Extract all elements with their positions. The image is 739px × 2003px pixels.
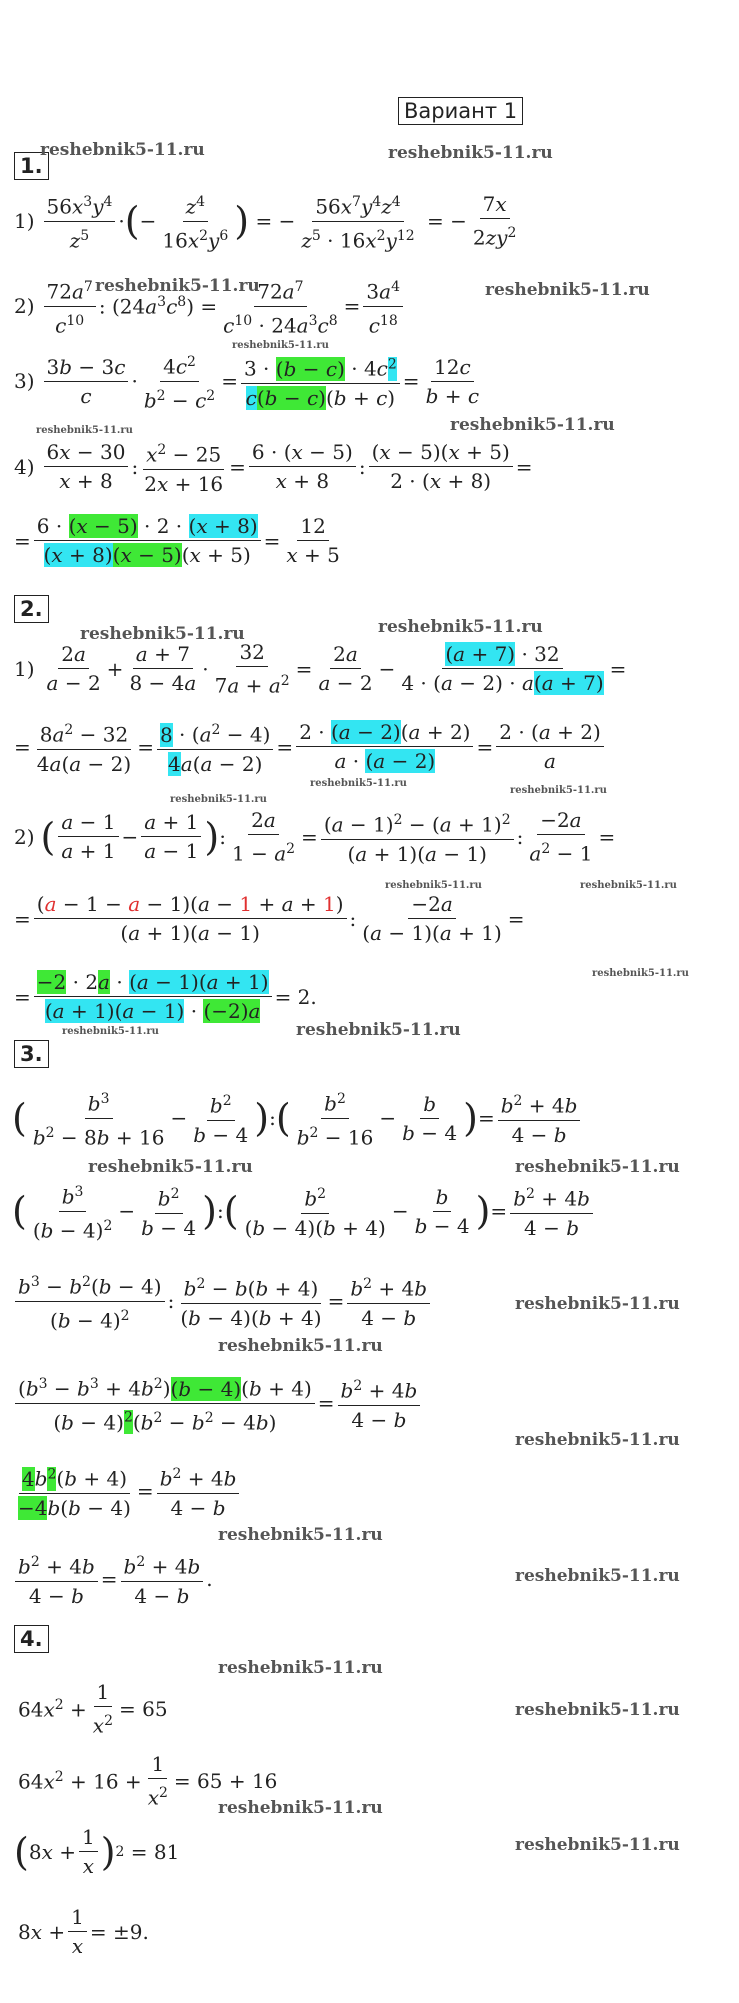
eq-1-2: 2) $72a^7$ $c^{10}$ : $(24a^3c^8)$ = $\frac{72a^7}{c^{10} \cdot 24a^3c^8}$ = $\frac{3a^4}{c^{18}}$ [14,275,406,337]
section-4-marker: 4. [14,1625,49,1653]
watermark: reshebnik5-11.ru [88,1157,253,1177]
eq-1-4b: = $\frac{6 \cdot (x - 5) \cdot 2 \cdot (x + 8)}{(x + 8)(x - 5)(x + 5)}$ = $\frac{12}{x + 5}$ [14,514,340,567]
watermark: reshebnik5-11.ru [80,624,245,644]
watermark: reshebnik5-11.ru [485,280,650,300]
watermark: reshebnik5-11.ru [95,276,260,296]
watermark: reshebnik5-11.ru [510,785,607,796]
eq-2-1b: = $\frac{8a^2 - 32}{4a(a - 2)}$ = $\frac{8 \cdot (a^2 - 4)}{4a(a - 2)}$ = $\frac{2 \cdot (a - 2)(a + 2)}{a \cdot (a - 2)}$ = $\frac{2 \cdot (a + 2)}{a}$ [14,718,607,776]
watermark: reshebnik5-11.ru [388,143,553,163]
eq-1-1: 1) $56x^3y^4$ $z^5$ · ( − $\frac{z^4}{16x^2y^6}$ ) = − $\frac{56x^7y^4z^4}{z^5 \cdot 16x^2y^{12}}$ = − $\frac{7x}{2zy^2}$ [14,190,522,252]
watermark: reshebnik5-11.ru [218,1525,383,1545]
eq-2-2c: = $\frac{-2 \cdot 2a \cdot (a - 1)(a + 1)}{(a + 1)(a - 1) \cdot (-2)a}$ = 2. [14,970,317,1023]
watermark: reshebnik5-11.ru [515,1294,680,1314]
eq-4-2: $64x^2 + 16$ + $\frac{1}{x^2}$ = 65 + 16 [18,1752,278,1810]
eq-2-1a: 1) 2a a − 2 + $\frac{a + 7}{8 - 4a}$ · $\frac{32}{7a + a^2}$ = $\frac{2a}{a - 2}$ − $\frac{(a + 7) \cdot 32}{4 \cdot (a - 2) \cdot a(a + 7)}$ = [14,640,627,698]
watermark: reshebnik5-11.ru [218,1658,383,1678]
section-3-marker: 3. [14,1040,49,1068]
watermark: reshebnik5-11.ru [450,415,615,435]
eq-4-4: 8x + $\frac{1}{x}$ = ±9. [18,1905,149,1958]
watermark: reshebnik5-11.ru [40,140,205,160]
watermark: reshebnik5-11.ru [36,425,133,436]
watermark: reshebnik5-11.ru [310,778,407,789]
section-1-marker: 1. [14,152,49,180]
eq-2-2a: 2) ( a − 1 a + 1 − $\frac{a + 1}{a - 1}$ ) : $\frac{2a}{1 - a^2}$ = $\frac{(a - 1)^2 - (a + 1)^2}{(a + 1)(a - 1)}$ : $\frac{-2a}{a^2 - 1}$ = [14,808,616,866]
watermark: reshebnik5-11.ru [62,1026,159,1037]
watermark: reshebnik5-11.ru [378,617,543,637]
eq-3-5: $\frac{4b^2(b + 4)}{-4b(b - 4)}$ = $\frac{b^2 + 4b}{4 - b}$ [12,1462,242,1520]
eq-3-1: ( $b^3$ $b^2 - 8b + 16$ − $\frac{b^2}{b - 4}$ ) : ( $b^2$ $b^2 - 16$ − $\frac{b}{b - 4}$ ) = $\frac{b^2 + 4b}{4 - b}$ [12,1087,583,1149]
watermark: reshebnik5-11.ru [515,1835,680,1855]
watermark: reshebnik5-11.ru [515,1566,680,1586]
section-2-marker: 2. [14,595,49,623]
watermark: reshebnik5-11.ru [218,1336,383,1356]
eq-3-3: $b^3 - b^2(b - 4)$ $(b - 4)^2$ : $\frac{b^2 - b(b + 4)}{(b - 4)(b + 4)}$ = $\frac{b^2 + 4b}{4 - b}$ [12,1270,433,1332]
watermark: reshebnik5-11.ru [170,794,267,805]
variant-title: Вариант 1 [398,97,523,125]
watermark: reshebnik5-11.ru [592,968,689,979]
eq-3-2: ( $b^3$ $(b - 4)^2$ − $\frac{b^2}{b - 4}$ ) : ( $b^2$ (b − 4)(b + 4) − $\frac{b}{b - 4}$ ) = $\frac{b^2 + 4b}{4 - b}$ [12,1180,596,1242]
watermark: reshebnik5-11.ru [218,1798,383,1818]
eq-2-2b: = $\frac{(a - 1 - a - 1)(a - 1 + a + 1)}{(a + 1)(a - 1)}$ : $\frac{-2a}{(a - 1)(a + 1)}$ = [14,892,525,945]
watermark: reshebnik5-11.ru [385,880,482,891]
eq-1-4a: 4) 6x − 30 x + 8 : $\frac{x^2 - 25}{2x + 16}$ = $\frac{6 \cdot (x - 5)}{x + 8}$ : $\frac{(x - 5)(x + 5)}{2 \cdot (x + 8)}$ = [14,438,533,496]
watermark: reshebnik5-11.ru [232,340,329,351]
eq-3-4: $\frac{(b^3 - b^3 + 4b^2)(b - 4)(b + 4)}{(b - 4)^2(b^2 - b^2 - 4b)}$ = $\frac{b^2 + 4b}{4 - b}$ [12,1372,423,1434]
eq-1-3: 3) 3b − 3c c · $\frac{4c^2}{b^2 - c^2}$ = $\frac{3 \cdot (b - c) \cdot 4c^2}{c(b - c)(b + c)}$ = $\frac{12c}{b + c}$ [14,350,485,412]
watermark: reshebnik5-11.ru [580,880,677,891]
eq-3-6: $\frac{b^2 + 4b}{4 - b}$ = $\frac{b^2 + 4b}{4 - b}$ . [12,1550,213,1608]
watermark: reshebnik5-11.ru [515,1700,680,1720]
eq-4-3: ( 8x + $\frac{1}{x}$ ) 2 = 81 [14,1825,180,1878]
watermark: reshebnik5-11.ru [515,1430,680,1450]
watermark: reshebnik5-11.ru [515,1157,680,1177]
eq-4-1: $64x^2$ + $\frac{1}{x^2}$ = 65 [18,1680,168,1738]
watermark: reshebnik5-11.ru [296,1020,461,1040]
